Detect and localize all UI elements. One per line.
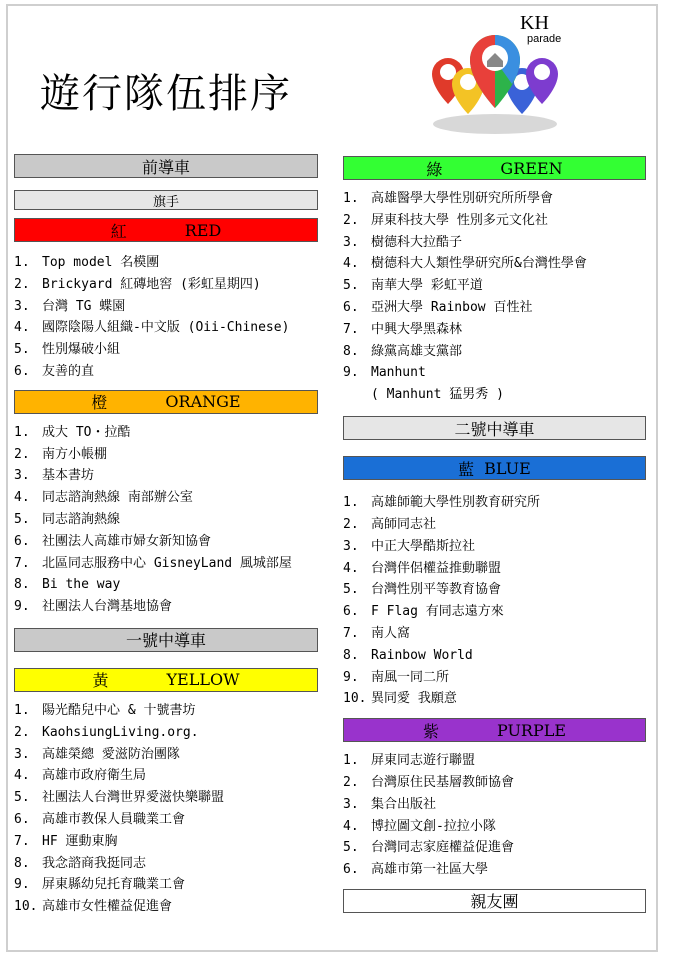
list-item-number: 4.: [14, 320, 30, 336]
list-item: [14, 465, 318, 487]
list-item-number: 1.: [14, 255, 30, 270]
list-item: [343, 750, 646, 772]
list-item-number: 1.: [343, 753, 359, 769]
list-item-text: 高雄榮總 愛滋防治團隊: [42, 746, 180, 762]
list-item-text: 南華大學 彩虹平道: [371, 278, 483, 294]
list-item-number: 1.: [14, 424, 30, 440]
list-item: [14, 487, 318, 509]
list-item: [14, 444, 318, 466]
list-item-text: 屏東科技大學 性別多元文化社: [371, 212, 548, 228]
list-item-text: HF 運動東胸: [42, 833, 118, 849]
list-item-text: Brickyard 紅磚地窖 (彩虹星期四): [42, 276, 261, 292]
list-item-number: 8.: [343, 647, 359, 663]
list-item-text: 友善的直: [42, 363, 95, 379]
list-item-number: 8.: [343, 343, 359, 359]
list-item-text: 高雄市政府衛生局: [42, 768, 147, 784]
list-item-number: 5.: [343, 278, 359, 294]
purple-header: 紫 PURPLE: [343, 718, 646, 742]
list-item-text: 台灣性別平等教育協會: [371, 582, 502, 598]
list-item-number: 1.: [343, 191, 359, 206]
list-item-text: 成大 TO・拉酷: [42, 424, 131, 440]
list-item-number: 4.: [14, 768, 30, 784]
list-item: [343, 492, 646, 514]
list-item-text: 南風一同二所: [371, 669, 450, 685]
list-item-text: 國際陰陽人組織-中文版 (Oii-Chinese): [42, 320, 290, 336]
list-item-number: 3.: [14, 468, 30, 484]
list-item: [14, 361, 318, 383]
list-item-text: 高雄醫學大學性別研究所所學會: [371, 191, 554, 206]
list-item-text: 樹德科大人類性學研究所&台灣性學會: [371, 256, 587, 272]
list-item-text: 台灣伴侶權益推動聯盟: [371, 560, 502, 576]
list-item-text: 北區同志服務中心 GisneyLand 風城部屋: [42, 555, 292, 571]
list-item: [14, 531, 318, 553]
list-item-text: 中正大學酷斯拉社: [371, 538, 476, 554]
list-item-number: 6.: [343, 299, 359, 315]
list-item-text: 陽光酷兒中心 & 十號書坊: [42, 702, 196, 718]
list-item-number: 7.: [14, 555, 30, 571]
yellow-list: [14, 700, 318, 918]
list-item-text: 台灣 TG 蝶園: [42, 298, 126, 314]
list-item-number: 5.: [343, 840, 359, 856]
list-item-number: 3.: [343, 538, 359, 554]
list-item-text: Manhunt: [371, 365, 426, 381]
list-item: [343, 579, 646, 601]
list-item-text: Bi the way: [42, 577, 121, 593]
list-item-number: 2.: [343, 774, 359, 790]
list-item-number: 5.: [343, 582, 359, 598]
list-item: [14, 574, 318, 596]
mid-car-2-header: 二號中導車: [343, 416, 646, 440]
orange-list: [14, 422, 318, 618]
list-item: [14, 853, 318, 875]
list-item: [14, 722, 318, 744]
list-item: [343, 210, 646, 232]
list-item: [343, 188, 646, 210]
list-item: [343, 362, 646, 384]
list-item-text: 異同愛 我願意: [371, 691, 457, 707]
list-item-text: 屏東縣幼兒托育職業工會: [42, 877, 186, 893]
list-item-text: 南人窩: [371, 625, 411, 641]
list-item-number: 3.: [343, 234, 359, 250]
list-item: [343, 536, 646, 558]
blue-list: [343, 492, 646, 710]
list-item: [14, 896, 318, 918]
list-item-number: 1.: [343, 495, 359, 511]
list-item: [343, 275, 646, 297]
list-item: [14, 252, 318, 274]
list-item-number: 9.: [343, 365, 359, 381]
list-item-text: 亞洲大學 Rainbow 百性社: [371, 299, 533, 315]
list-item-text: 性別爆破小組: [42, 342, 121, 358]
list-item: [14, 700, 318, 722]
list-item-number: 2.: [14, 724, 30, 740]
list-item-text: F Flag 有同志遠方來: [371, 604, 504, 620]
list-item-text: 綠黨高雄支黨部: [371, 343, 463, 359]
logo-parade-text: parade: [527, 33, 562, 45]
list-item-text: 社團法人台灣世界愛滋快樂聯盟: [42, 790, 225, 806]
list-item-number: 1.: [14, 702, 30, 718]
list-item-text: 我念諮商我挺同志: [42, 855, 147, 871]
list-item: [14, 274, 318, 296]
list-item: [343, 601, 646, 623]
left-column: [14, 154, 318, 918]
list-item-text: KaohsiungLiving.org.: [42, 724, 199, 740]
green-header: 綠 GREEN: [343, 156, 646, 180]
list-item-text: 高雄市第一社區大學: [371, 862, 489, 878]
logo-kh-text: KH: [520, 12, 549, 34]
orange-header: 橙 ORANGE: [14, 390, 318, 414]
list-item-number: 4.: [14, 490, 30, 506]
list-item: [343, 645, 646, 667]
list-item-text: 博拉圖文創-拉拉小隊: [371, 818, 496, 834]
list-item-number: 4.: [343, 560, 359, 576]
lead-car-header: 前導車: [14, 154, 318, 178]
list-item: [343, 253, 646, 275]
green-list-continuation: ( Manhunt 猛男秀 ): [371, 387, 504, 403]
list-item-text: Top model 名模團: [42, 255, 160, 270]
list-item-number: 8.: [14, 577, 30, 593]
list-item: [343, 688, 646, 710]
list-item-number: 7.: [14, 833, 30, 849]
list-item-text: 高師同志社: [371, 516, 437, 532]
list-item: [14, 787, 318, 809]
list-item: [343, 859, 646, 881]
list-item-text: 高雄市教保人員職業工會: [42, 811, 186, 827]
list-item-text: 台灣原住民基層教師協會: [371, 774, 515, 790]
list-item: [343, 816, 646, 838]
list-item-number: 10.: [14, 899, 38, 915]
list-item: [14, 874, 318, 896]
list-item-text: 中興大學黑森林: [371, 321, 463, 337]
list-item-text: 台灣同志家庭權益促進會: [371, 840, 515, 856]
list-item-number: 8.: [14, 855, 30, 871]
list-item-number: 10.: [343, 691, 367, 707]
list-item-number: 2.: [14, 446, 30, 462]
list-item: [14, 339, 318, 361]
list-item-number: 6.: [14, 533, 30, 549]
list-item-number: 6.: [343, 862, 359, 878]
list-item: [343, 837, 646, 859]
list-item-text: 南方小帳棚: [42, 446, 108, 462]
list-item: [14, 296, 318, 318]
list-item-number: 7.: [343, 625, 359, 641]
list-item-number: 9.: [14, 599, 30, 615]
list-item: [14, 596, 318, 618]
list-item-number: 3.: [343, 796, 359, 812]
list-item: [343, 514, 646, 536]
green-list: [343, 188, 646, 384]
list-item-text: 屏東同志遊行聯盟: [371, 753, 476, 769]
blue-header: 藍 BLUE: [343, 456, 646, 480]
list-item-text: 社團法人高雄市婦女新知協會: [42, 533, 212, 549]
list-item-number: 4.: [343, 818, 359, 834]
list-item-text: 集合出版社: [371, 796, 437, 812]
list-item-number: 2.: [343, 516, 359, 532]
yellow-header: 黃 YELLOW: [14, 668, 318, 692]
list-item-number: 3.: [14, 746, 30, 762]
red-header: 紅 RED: [14, 218, 318, 242]
list-item-number: 3.: [14, 298, 30, 314]
list-item-number: 4.: [343, 256, 359, 272]
list-item-number: 7.: [343, 321, 359, 337]
list-item: [343, 667, 646, 689]
friends-header: 親友團: [343, 889, 646, 913]
page-title: 遊行隊伍排序: [40, 71, 292, 117]
list-item: [14, 809, 318, 831]
list-item-number: 2.: [14, 276, 30, 292]
list-item-number: 2.: [343, 212, 359, 228]
list-item: [14, 553, 318, 575]
list-item-number: 6.: [343, 604, 359, 620]
list-item: [14, 765, 318, 787]
list-item-number: 6.: [14, 363, 30, 379]
list-item: [14, 509, 318, 531]
list-item-text: 高雄師範大學性別教育研究所: [371, 495, 541, 511]
list-item: [14, 744, 318, 766]
list-item: [343, 772, 646, 794]
list-item: [343, 319, 646, 341]
list-item-number: 9.: [14, 877, 30, 893]
red-list: [14, 252, 318, 383]
right-column: [343, 156, 646, 913]
list-item-text: 基本書坊: [42, 468, 95, 484]
list-item: [343, 623, 646, 645]
list-item: [343, 341, 646, 363]
list-item-number: 5.: [14, 342, 30, 358]
list-item-text: 高雄市女性權益促進會: [42, 899, 173, 915]
list-item: [343, 297, 646, 319]
list-item-text: 同志諮詢熱線 南部辦公室: [42, 490, 193, 506]
list-item: [14, 831, 318, 853]
list-item: [343, 558, 646, 580]
list-item-number: 5.: [14, 511, 30, 527]
list-item: [14, 317, 318, 339]
list-item-text: Rainbow World: [371, 647, 473, 663]
list-item: [343, 794, 646, 816]
list-item-number: 5.: [14, 790, 30, 806]
list-item-text: 同志諮詢熱線: [42, 511, 121, 527]
list-item-number: 6.: [14, 811, 30, 827]
list-item-text: 樹德科大拉酷子: [371, 234, 463, 250]
purple-list: [343, 750, 646, 881]
list-item-text: 社團法人台灣基地協會: [42, 599, 173, 615]
list-item: [14, 422, 318, 444]
list-item-number: 9.: [343, 669, 359, 685]
flag-bearer-header: 旗手: [14, 190, 318, 210]
mid-car-1-header: 一號中導車: [14, 628, 318, 652]
list-item: [343, 232, 646, 254]
